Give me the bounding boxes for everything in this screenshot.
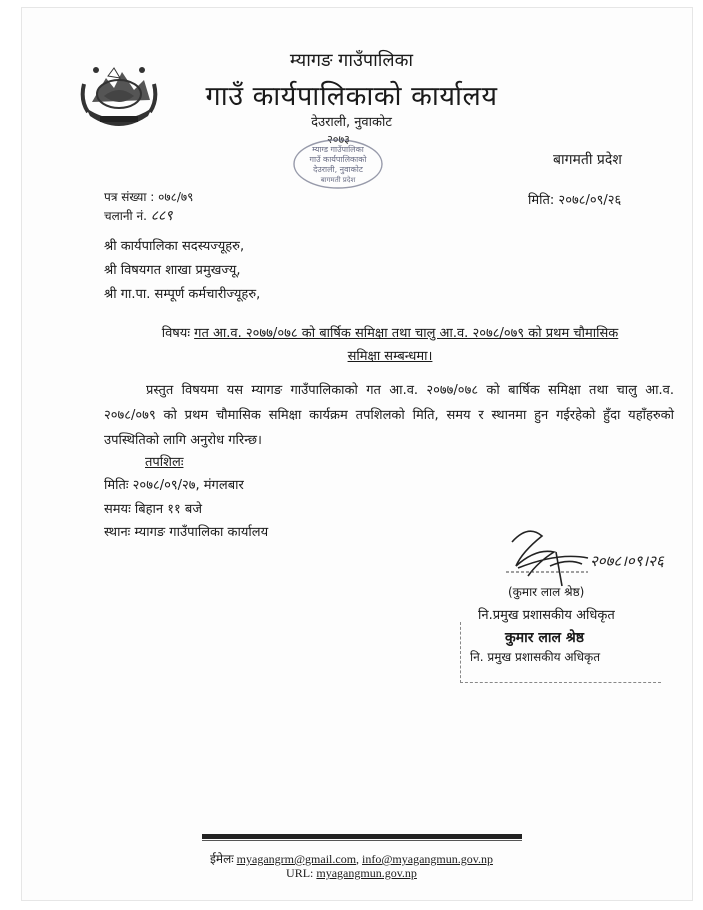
body-paragraph: प्रस्तुत विषयमा यस म्यागङ गाउँपालिकाको गत आ.व. २०७७/०७८ को बार्षिक समिक्षा तथा चालु आ.व. २०७८/०७९ को प्रथम चौमासिक समिक्षा कार्यक्रम तपशिलको मिति, समय र स्थानमा हुन गईरहेको हुँदा यहाँहरुको उपस्थितिको लागि अनुरोध गरिन्छ। xyxy=(104,383,674,448)
office-title: गाउँ कार्यपालिकाको कार्यालय xyxy=(205,81,498,112)
office-address: देउराली, नुवाकोट xyxy=(311,115,392,130)
schedule-place: स्थानः म्यागङ गाउँपालिका कार्यालय xyxy=(104,525,269,540)
recipient-line: श्री कार्यपालिका सदस्यज्यूहरु, xyxy=(104,239,245,254)
subject-line-2: समिक्षा सम्बन्धमा। xyxy=(347,349,433,364)
handwritten-signature xyxy=(498,522,698,592)
name-stamp-name: कुमार लाल श्रेष्ठ xyxy=(505,630,584,646)
email-link-2[interactable]: info@myagangmun.gov.np xyxy=(362,852,493,866)
signature-date: २०७८।०९।२६ xyxy=(590,552,664,570)
stamp-line-2: गाउँ कार्यपालिकाको xyxy=(309,155,367,164)
dispatch-number: ८८९ xyxy=(150,208,173,224)
letter-number: पत्र संख्या : ०७८/७९ xyxy=(104,190,194,204)
email-label: ईमेलः xyxy=(210,852,234,866)
stamp-line-4: बागमती प्रदेश xyxy=(320,176,356,184)
municipality-name: म्यागङ गाउँपालिका xyxy=(289,50,414,71)
recipient-line: श्री विषयगत शाखा प्रमुखज्यू, xyxy=(104,263,241,278)
province-name: बागमती प्रदेश xyxy=(553,152,622,168)
schedule-date: मितिः २०७८/०९/२७, मंगलबार xyxy=(104,478,244,493)
footer-email-row xyxy=(0,850,703,867)
dispatch-label: चलानी नं. xyxy=(104,209,147,223)
footer-rule xyxy=(202,834,522,839)
email-link-1[interactable]: myagangrm@gmail.com xyxy=(236,852,357,866)
url-label: URL: xyxy=(286,866,314,880)
established-year: २०७३ xyxy=(327,133,350,146)
recipient-line: श्री गा.पा. सम्पूर्ण कर्मचारीज्यूहरु, xyxy=(104,287,261,302)
subject-label: विषयः xyxy=(161,326,190,341)
subject-line-1: गत आ.व. २०७७/०७८ को बार्षिक समिक्षा तथा चालु आ.व. २०७८/०७९ को प्रथम चौमासिक xyxy=(194,326,619,341)
website-link[interactable]: myagangmun.gov.np xyxy=(316,866,417,880)
dispatch-number-row xyxy=(104,206,173,225)
schedule-heading: तपशिलः xyxy=(145,455,184,470)
office-stamp xyxy=(292,138,384,190)
schedule-time: समयः बिहान ११ बजे xyxy=(104,502,202,517)
signatory-title: नि.प्रमुख प्रशासकीय अधिकृत xyxy=(478,608,615,623)
footer-rule-thin xyxy=(202,840,522,841)
footer-url-row xyxy=(0,866,703,881)
signatory-name: (कुमार लाल श्रेष्ठ) xyxy=(508,585,585,599)
stamp-line-3: देउराली, नुवाकोट xyxy=(313,165,363,174)
name-stamp-title: नि. प्रमुख प्रशासकीय अधिकृत xyxy=(470,650,601,664)
subject-block xyxy=(110,322,670,368)
letter-date: मिति: २०७८/०९/२६ xyxy=(528,193,622,208)
email-separator: , xyxy=(356,852,360,866)
stamp-line-1: म्याग्ड गाउँपालिका xyxy=(312,145,364,154)
